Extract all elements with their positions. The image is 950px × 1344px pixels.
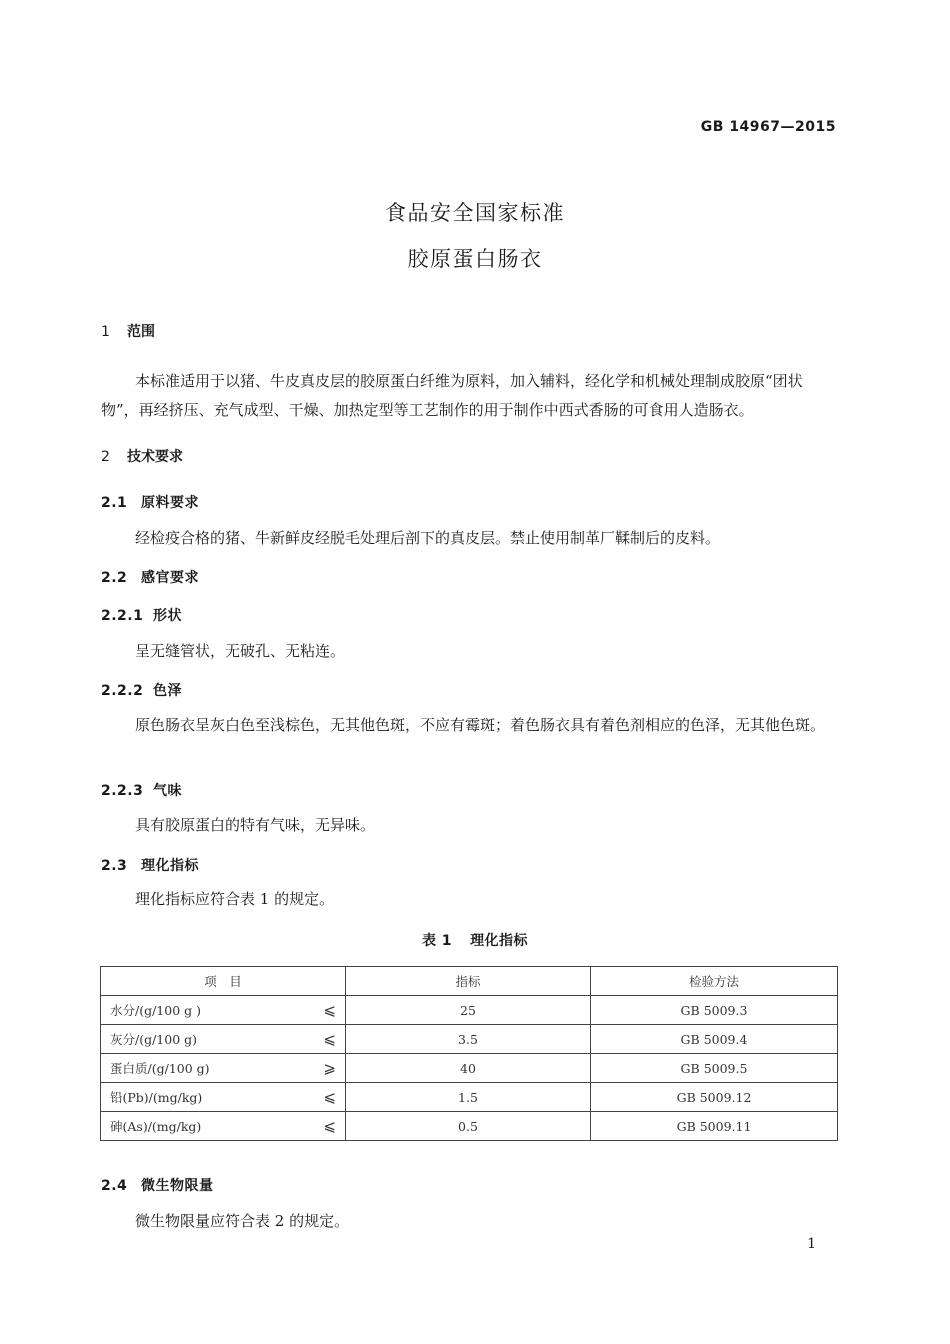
- section-number: 2.3: [101, 858, 128, 874]
- table-row: [101, 1112, 838, 1141]
- item-cell: [101, 1112, 346, 1141]
- page-number: 1: [807, 1236, 816, 1252]
- comparison-symbol: ⩽: [323, 1088, 336, 1106]
- section-2-2-1-heading: [101, 605, 182, 625]
- section-2-2-heading: [101, 567, 199, 587]
- section-title: 色泽: [153, 683, 182, 699]
- item-cell: [101, 996, 346, 1025]
- section-1-heading: [101, 321, 155, 341]
- table-caption-title: 理化指标: [470, 933, 529, 949]
- main-title: 食品安全国家标准: [385, 201, 565, 225]
- item-name: 砷(As)/(mg/kg): [110, 1119, 202, 1134]
- table-caption-number: 表 1: [421, 933, 453, 949]
- test-method: GB 5009.5: [591, 1054, 838, 1083]
- section-title: 范围: [127, 324, 155, 340]
- section-2-2-2-heading: [101, 680, 182, 700]
- section-2-4-text: 微生物限量应符合表 2 的规定。: [135, 1212, 350, 1230]
- index-value: 40: [346, 1054, 591, 1083]
- table-row: [101, 996, 838, 1025]
- section-2-4-heading: [101, 1175, 214, 1195]
- index-value: 25: [346, 996, 591, 1025]
- index-value: 1.5: [346, 1083, 591, 1112]
- test-method: GB 5009.12: [591, 1083, 838, 1112]
- section-number: 2.2: [101, 570, 128, 586]
- standard-code: GB 14967—2015: [700, 119, 836, 135]
- section-2-2-3-text: 具有胶原蛋白的特有气味，无异味。: [135, 816, 376, 834]
- section-number: 2.1: [101, 495, 128, 511]
- comparison-symbol: ⩽: [323, 1030, 336, 1048]
- comparison-symbol: ⩽: [323, 1001, 336, 1019]
- section-number: 1: [101, 324, 110, 340]
- section-2-3-heading: [101, 855, 199, 875]
- physicochemical-table: [100, 966, 838, 1141]
- item-cell: [101, 1054, 346, 1083]
- section-title: 气味: [153, 783, 182, 799]
- sub-title: 胶原蛋白肠衣: [407, 247, 543, 271]
- section-title: 微生物限量: [141, 1178, 214, 1194]
- item-name: 铅(Pb)/(mg/kg): [110, 1090, 203, 1105]
- test-method: GB 5009.4: [591, 1025, 838, 1054]
- section-title: 理化指标: [141, 858, 199, 874]
- section-1-text: 本标准适用于以猪、牛皮真皮层的胶原蛋白纤维为原料，加入辅料，经化学和机械处理制成胶原“团状物”，再经挤压、充气成型、干燥、加热定型等工艺制作的用于制作中西式香肠的可食用人造肠衣。: [101, 372, 803, 419]
- table-row: [101, 1054, 838, 1083]
- section-number: 2.4: [101, 1178, 128, 1194]
- column-header-method: 检验方法: [591, 967, 838, 996]
- section-title: 技术要求: [127, 449, 183, 465]
- table-header-row: [101, 967, 838, 996]
- section-title: 形状: [153, 608, 182, 624]
- section-title: 原料要求: [141, 495, 199, 511]
- section-2-1-heading: [101, 492, 199, 512]
- section-2-2-1-text: 呈无缝管状，无破孔、无粘连。: [135, 642, 346, 660]
- item-name: 水分/(g/100 g ): [110, 1003, 201, 1018]
- test-method: GB 5009.3: [591, 996, 838, 1025]
- section-2-3-text: 理化指标应符合表 1 的规定。: [135, 890, 335, 908]
- section-number: 2.2.1: [101, 608, 144, 624]
- index-value: 0.5: [346, 1112, 591, 1141]
- section-2-2-3-heading: [101, 780, 182, 800]
- section-2-2-2-text: 原色肠衣呈灰白色至浅棕色，无其他色斑，不应有霉斑；着色肠衣具有着色剂相应的色泽，无其他色斑。: [135, 716, 826, 734]
- section-number: 2.2.2: [101, 683, 144, 699]
- table-row: [101, 1083, 838, 1112]
- section-2-heading: [101, 446, 183, 466]
- table-1-caption: [0, 930, 950, 950]
- item-name: 蛋白质/(g/100 g): [110, 1061, 210, 1076]
- section-number: 2.2.3: [101, 783, 144, 799]
- item-name: 灰分/(g/100 g): [110, 1032, 198, 1047]
- index-value: 3.5: [346, 1025, 591, 1054]
- item-cell: [101, 1083, 346, 1112]
- column-header-index: 指标: [346, 967, 591, 996]
- comparison-symbol: ⩽: [323, 1117, 336, 1135]
- section-2-1-text: 经检疫合格的猪、牛新鲜皮经脱毛处理后剖下的真皮层。禁止使用制革厂鞣制后的皮料。: [135, 529, 721, 547]
- section-title: 感官要求: [141, 570, 199, 586]
- item-cell: [101, 1025, 346, 1054]
- comparison-symbol: ⩾: [323, 1059, 336, 1077]
- table-row: [101, 1025, 838, 1054]
- test-method: GB 5009.11: [591, 1112, 838, 1141]
- section-number: 2: [101, 449, 110, 465]
- column-header-item: 项 目: [101, 967, 346, 996]
